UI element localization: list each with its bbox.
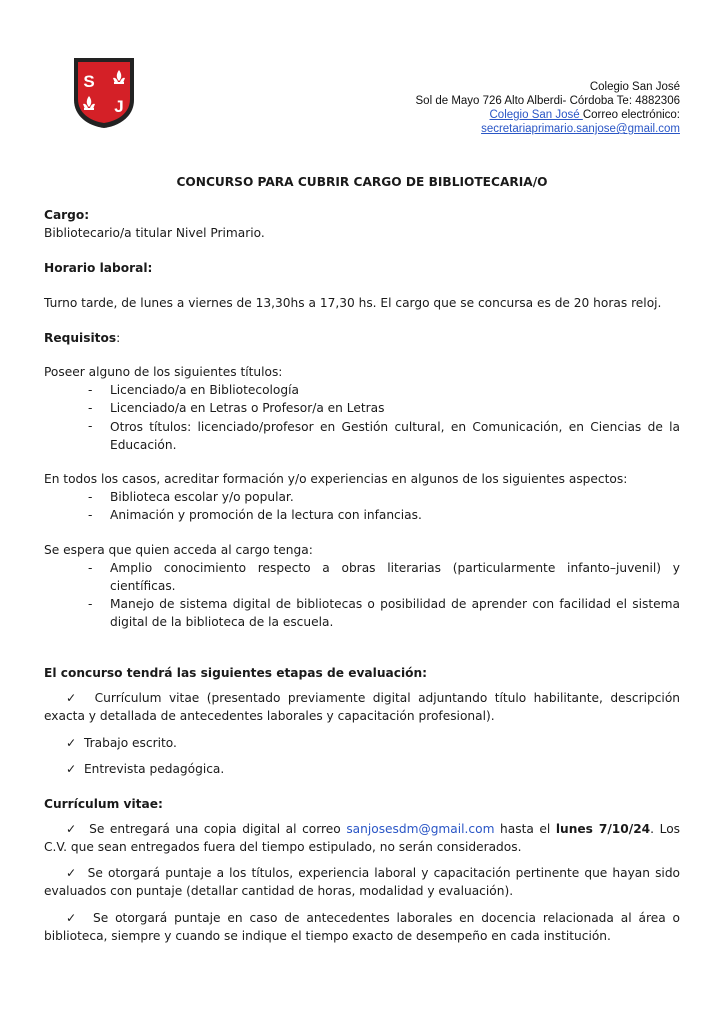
cv-item	[44, 864, 680, 900]
document-title: CONCURSO PARA CUBRIR CARGO DE BIBLIOTECARIA/O	[176, 175, 548, 189]
espera-intro: Se espera que quien acceda al cargo tenga:	[44, 543, 313, 557]
cv-item-text: Se otorgará puntaje a los títulos, experiencia laboral y capacitación pertinente que hayan sido evaluados con puntaje (detallar cantidad de horas, modalidad y evaluación).	[44, 866, 681, 898]
cv-item-text: Se otorgará puntaje en caso de antecedentes laborales en docencia relacionada al área o biblioteca, siempre y cuando se indique el tiempo exacto de desempeño en cada institución.	[44, 911, 680, 943]
cv-item-text: . Los C.V. que sean entregados fuera del tiempo estipulado, no serán considerados.	[44, 822, 681, 854]
formacion-intro: En todos los casos, acreditar formación y/o experiencias en algunos de los siguientes aspectos:	[44, 472, 628, 486]
dash-glyph: -	[88, 597, 93, 611]
school-shield-logo	[72, 56, 136, 130]
school-link[interactable]: Colegio San José	[489, 109, 583, 121]
school-header	[416, 80, 680, 136]
check-icon: ✓	[66, 736, 77, 750]
cv-heading: Currículum vitae:	[44, 797, 163, 811]
school-email-link[interactable]: secretariaprimario.sanjose@gmail.com	[481, 123, 680, 135]
cv-item-text: hasta el	[494, 822, 556, 836]
horario-text: Turno tarde, de lunes a viernes de 13,30hs a 17,30 hs. El cargo que se concursa es de 20 horas reloj.	[44, 296, 662, 310]
dash-glyph: -	[88, 561, 93, 575]
formacion-item: Biblioteca escolar y/o popular.	[110, 490, 294, 504]
etapa-text: Entrevista pedagógica.	[83, 762, 225, 776]
dash-glyph: -	[88, 508, 93, 522]
cv-item-text: Se entregará una copia digital al correo	[89, 822, 347, 836]
requisitos-colon: :	[116, 331, 121, 345]
etapa-text: Currículum vitae (presentado previamente digital adjuntando título habilitante, descripción exacta y detallada de antecedentes laborales y capacitación profesional).	[44, 691, 680, 723]
check-icon: ✓	[66, 762, 77, 776]
dash-glyph: -	[88, 401, 93, 415]
cv-deadline: lunes 7/10/24	[555, 822, 651, 836]
espera-item: Amplio conocimiento respecto a obras literarias (particularmente infanto–juvenil) y científicas.	[110, 561, 680, 593]
etapa-item	[66, 735, 177, 751]
email-label: Correo electrónico:	[582, 109, 680, 121]
cargo-text: Bibliotecario/a titular Nivel Primario.	[44, 226, 265, 240]
etapas-heading: El concurso tendrá las siguientes etapas de evaluación:	[44, 666, 428, 680]
espera-item: Manejo de sistema digital de bibliotecas o posibilidad de aprender con facilidad el sistema digital de la biblioteca de la escuela.	[110, 597, 680, 629]
formacion-item: Animación y promoción de la lectura con infancias.	[110, 508, 422, 522]
check-icon: ✓	[66, 911, 80, 925]
horario-heading: Horario laboral:	[44, 261, 153, 275]
check-icon: ✓	[66, 822, 78, 836]
requisitos-heading: Requisitos	[44, 331, 117, 345]
titulo-item: Otros títulos: licenciado/profesor en Gestión cultural, en Comunicación, en Ciencias de la Educación.	[110, 420, 680, 452]
etapa-item	[66, 761, 224, 777]
cv-item	[44, 909, 680, 945]
logo-letter-s: S	[83, 72, 95, 91]
cv-item	[44, 820, 680, 856]
titulos-intro: Poseer alguno de los siguientes títulos:	[44, 365, 283, 379]
etapa-item	[44, 689, 680, 725]
check-icon: ✓	[66, 866, 78, 880]
school-link-line	[416, 108, 680, 122]
school-address: Sol de Mayo 726 Alto Alberdi- Córdoba Te: 4882306	[415, 95, 680, 107]
requisitos-heading-line	[44, 330, 120, 346]
check-icon: ✓	[66, 691, 80, 705]
school-name: Colegio San José	[589, 81, 680, 93]
dash-glyph: -	[88, 490, 93, 504]
titulo-item: Licenciado/a en Bibliotecología	[110, 383, 299, 397]
cv-email-link[interactable]: sanjosesdm@gmail.com	[346, 822, 495, 836]
etapa-text: Trabajo escrito.	[83, 736, 177, 750]
logo-letter-j: J	[114, 97, 124, 116]
dash-glyph: -	[88, 419, 93, 433]
titulo-item: Licenciado/a en Letras o Profesor/a en Letras	[110, 401, 385, 415]
cargo-heading: Cargo:	[44, 208, 90, 222]
dash-glyph: -	[88, 383, 93, 397]
